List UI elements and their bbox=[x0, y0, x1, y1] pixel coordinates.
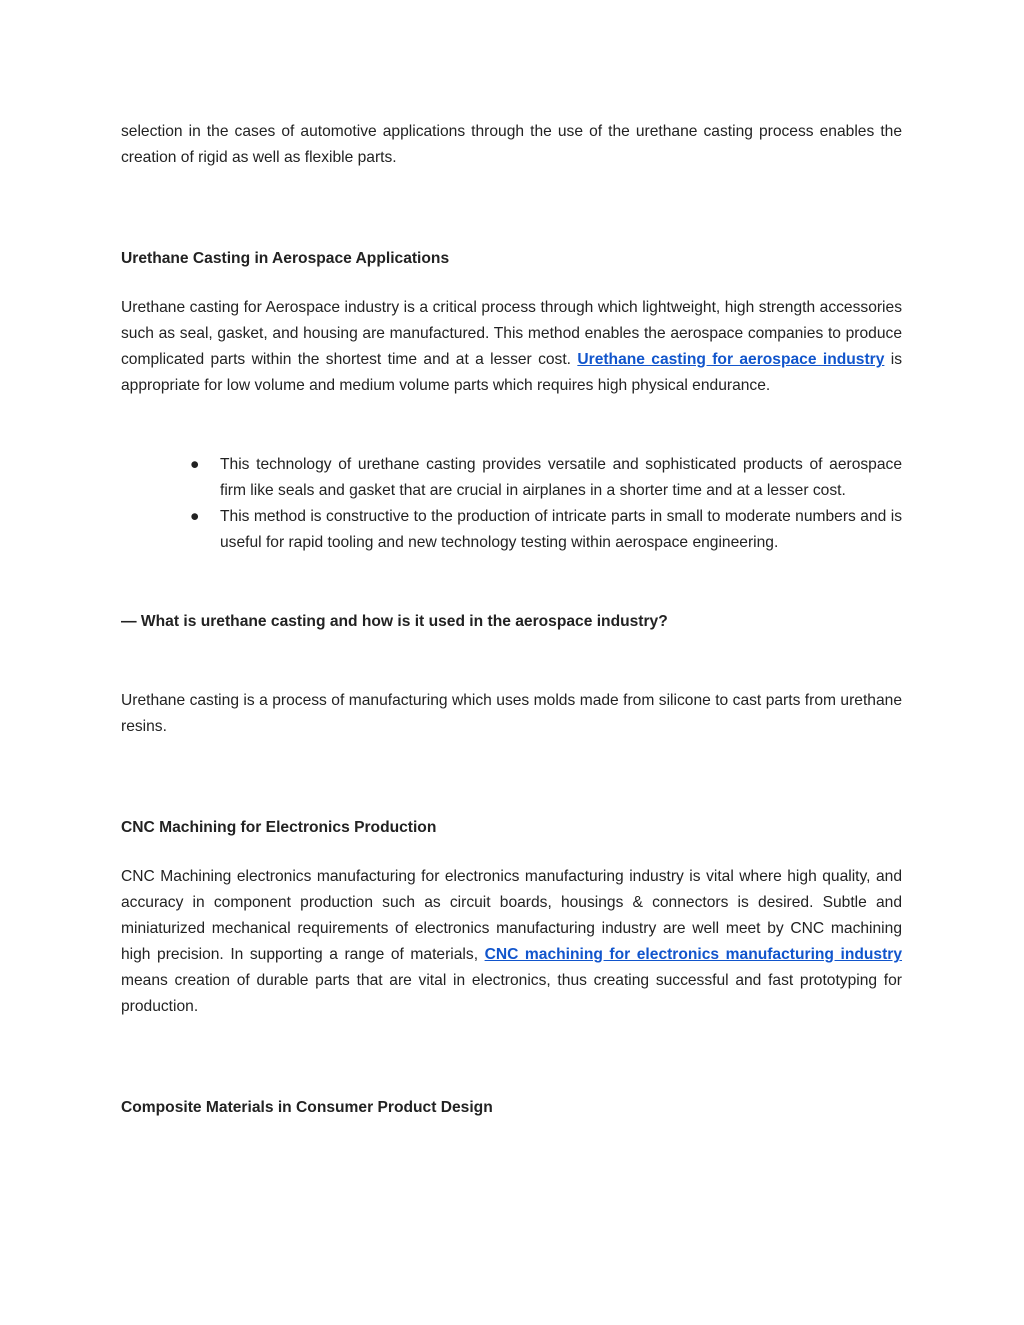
spacer bbox=[121, 272, 902, 295]
faq-question: — What is urethane casting and how is it used in the aerospace industry? bbox=[121, 613, 668, 630]
faq-answer: Urethane casting is a process of manufacturing which uses molds made from silicone to cast parts from urethane resins. bbox=[121, 692, 902, 735]
aerospace-bullet-list bbox=[121, 452, 902, 556]
urethane-casting-aerospace-link[interactable]: Urethane casting for aerospace industry bbox=[577, 351, 885, 368]
cnc-paragraph bbox=[121, 864, 902, 1020]
cnc-machining-electronics-link[interactable]: CNC machining for electronics manufacturing industry bbox=[484, 946, 903, 963]
document-page bbox=[121, 119, 902, 1121]
spacer bbox=[121, 171, 902, 246]
list-item bbox=[190, 452, 902, 504]
bullet-icon: ● bbox=[190, 508, 200, 525]
spacer bbox=[121, 556, 902, 609]
bullet-text: This technology of urethane casting provides versatile and sophisticated products of aerospace firm like seals and gasket that are crucial in airplanes in a shorter time and at a lesser cost. bbox=[220, 456, 902, 499]
spacer bbox=[121, 1020, 902, 1095]
aerospace-heading: Urethane Casting in Aerospace Applications bbox=[121, 250, 450, 267]
aerospace-text-before-link: Urethane casting for Aerospace industry is a critical process through which lightweight, high strength accessories such as seal, gasket, and housing are manufactured. This method enables the aerospace companies to produce complicated parts within the shortest time and at a lesser cost. bbox=[121, 299, 902, 368]
bullet-text: This method is constructive to the production of intricate parts in small to moderate numbers and is useful for rapid tooling and new technology testing within aerospace engineering. bbox=[220, 508, 902, 551]
composite-heading: Composite Materials in Consumer Product Design bbox=[121, 1099, 493, 1116]
cnc-text-before-link: CNC Machining electronics manufacturing for electronics manufacturing industry is vital where high quality, and accuracy in component production such as circuit boards, housings & connectors is desired. Subtle and miniaturized mechanical requirements of electronics manufacturing industry are well meet by CNC machining high precision. In supporting a range of materials, bbox=[121, 868, 902, 963]
intro-paragraph: selection in the cases of automotive applications through the use of the urethane casting process enables the creation of rigid as well as flexible parts. bbox=[121, 123, 902, 166]
spacer bbox=[121, 635, 902, 688]
cnc-heading: CNC Machining for Electronics Production bbox=[121, 819, 437, 836]
spacer bbox=[121, 399, 902, 452]
list-item bbox=[190, 504, 902, 556]
spacer bbox=[121, 841, 902, 864]
aerospace-text-after-link: is appropriate for low volume and medium volume parts which requires high physical endurance. bbox=[121, 351, 902, 394]
aerospace-paragraph bbox=[121, 295, 902, 399]
spacer bbox=[121, 740, 902, 815]
bullet-icon: ● bbox=[190, 456, 200, 473]
cnc-text-after-link: means creation of durable parts that are vital in electronics, thus creating successful and fast prototyping for production. bbox=[121, 972, 902, 1015]
